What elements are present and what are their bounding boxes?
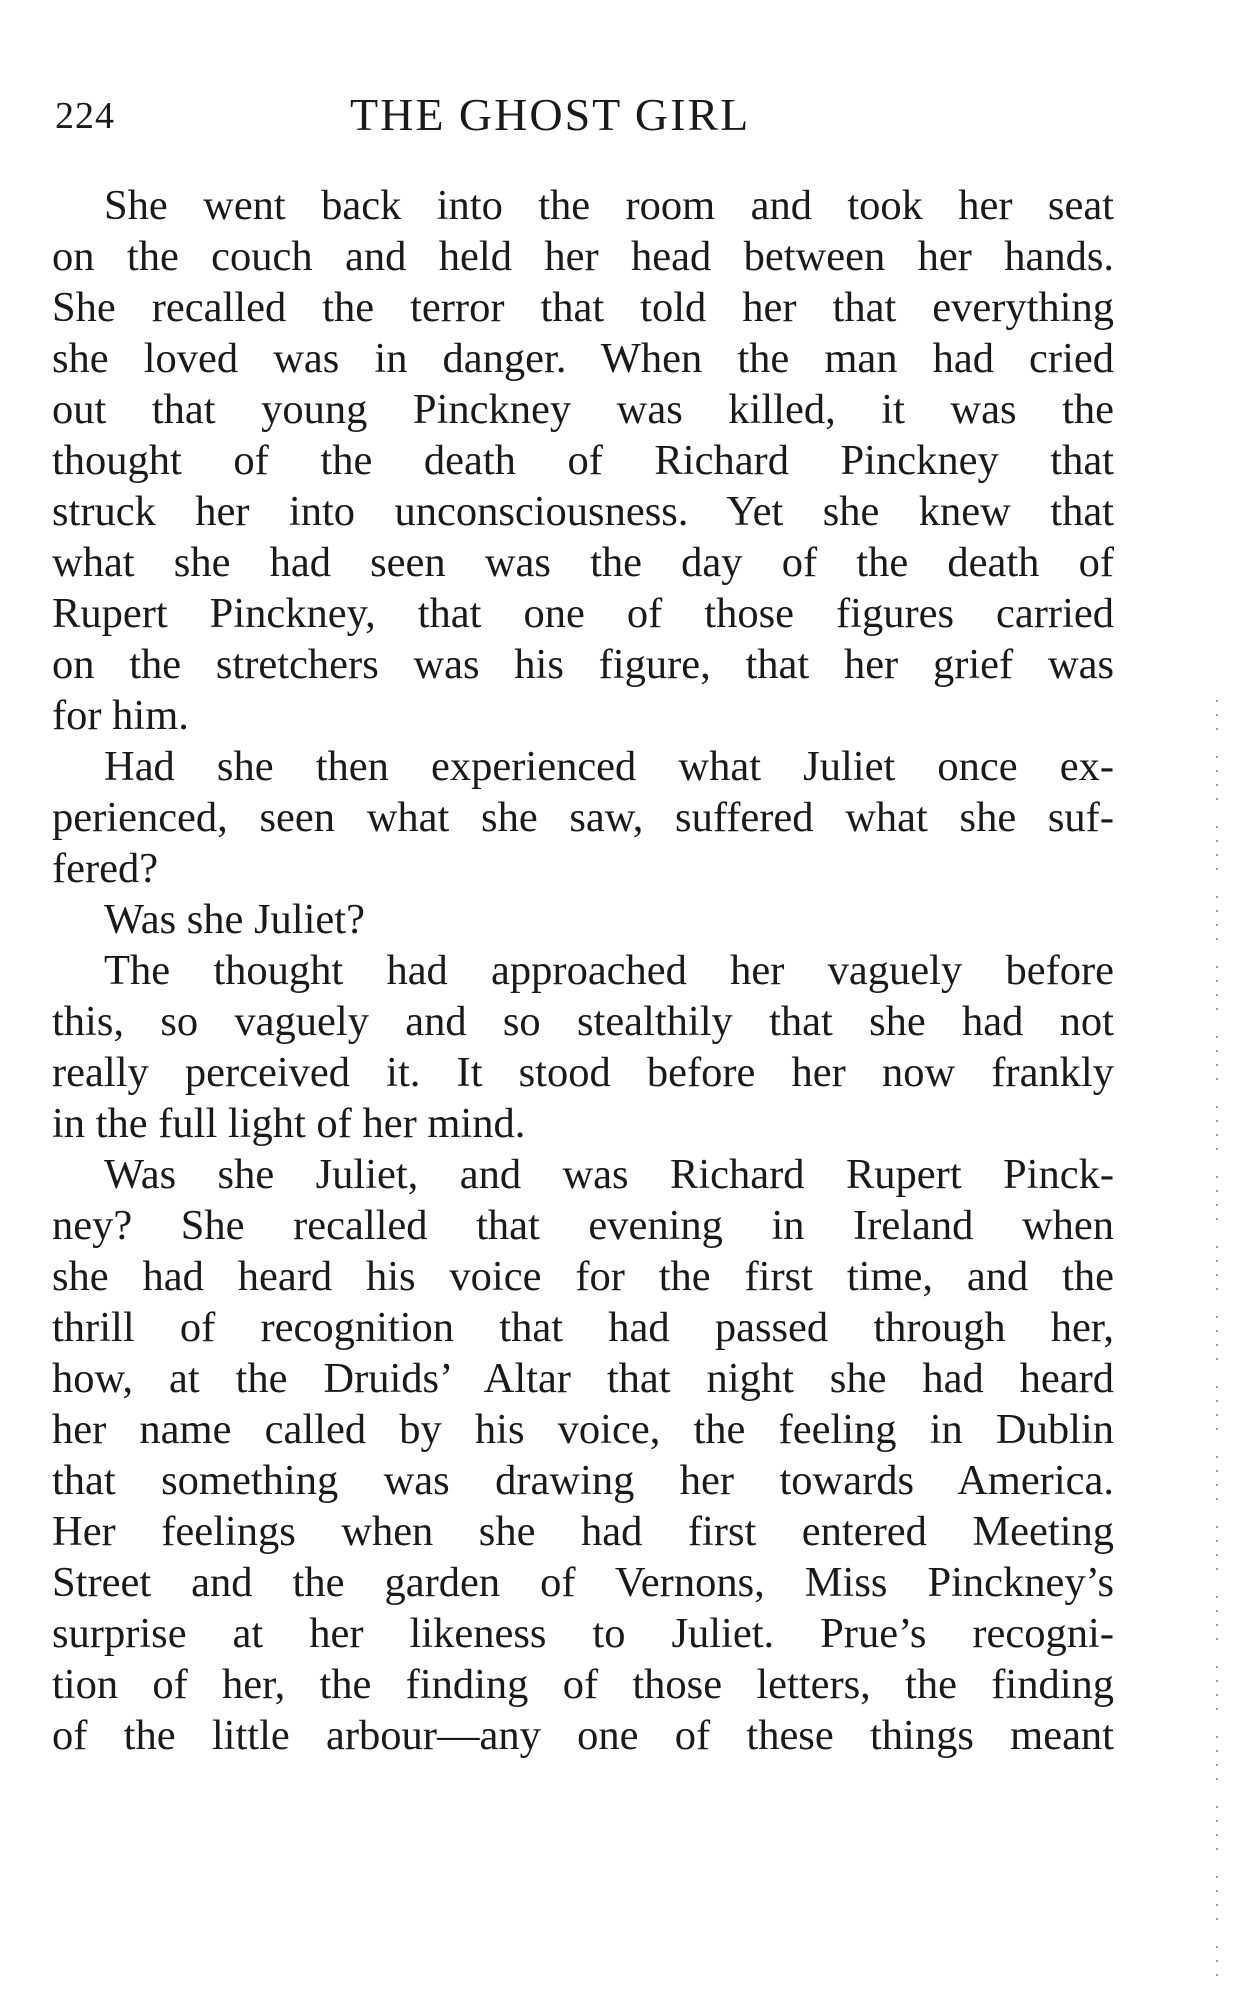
text-line: She went back into the room and took her seat [104, 182, 1114, 229]
margin-dot [1216, 1008, 1218, 1010]
margin-dot [1216, 1120, 1218, 1122]
text-line: surprise at her likeness to Juliet. Prue’s recogni- [52, 1610, 1114, 1657]
text-line: she loved was in danger. When the man had cried [52, 335, 1114, 382]
margin-dot [1216, 770, 1218, 772]
text-line: for him. [52, 692, 189, 739]
text-line: on the couch and held her head between her hands. [52, 233, 1114, 280]
margin-dot [1216, 1134, 1218, 1136]
running-title: THE GHOST GIRL [350, 89, 751, 140]
margin-dot [1216, 1526, 1218, 1528]
margin-dot [1216, 1190, 1218, 1192]
margin-dot [1216, 1918, 1218, 1920]
margin-dot [1216, 1330, 1218, 1332]
text-line: struck her into unconsciousness. Yet she knew that [52, 488, 1114, 535]
page-number: 224 [55, 95, 115, 137]
text-line: really perceived it. It stood before her now frankly [52, 1049, 1114, 1096]
margin-dot [1216, 1596, 1218, 1598]
margin-dot [1216, 924, 1218, 926]
text-line: thrill of recognition that had passed through her, [52, 1304, 1114, 1351]
margin-dot [1216, 854, 1218, 856]
margin-dot [1216, 1176, 1218, 1178]
margin-dot [1216, 1484, 1218, 1486]
text-line: on the stretchers was his figure, that her grief was [52, 641, 1114, 688]
margin-dot [1216, 1624, 1218, 1626]
margin-dot [1216, 1498, 1218, 1500]
margin-dot [1216, 1316, 1218, 1318]
margin-dot [1216, 910, 1218, 912]
text-line: Had she then experienced what Juliet once ex- [104, 743, 1114, 790]
margin-dot [1216, 1288, 1218, 1290]
margin-dot [1216, 1344, 1218, 1346]
margin-dot [1216, 1428, 1218, 1430]
text-line: She recalled the terror that told her that everything [52, 284, 1114, 331]
text-line: that something was drawing her towards America. [52, 1457, 1114, 1504]
margin-dot [1216, 1260, 1218, 1262]
margin-dot [1216, 1834, 1218, 1836]
margin-dot [1216, 1106, 1218, 1108]
margin-dot [1216, 1638, 1218, 1640]
margin-dot [1216, 1554, 1218, 1556]
margin-dot [1216, 784, 1218, 786]
margin-dot [1216, 700, 1218, 702]
text-line: ney? She recalled that evening in Ireland when [52, 1202, 1114, 1249]
margin-dot [1216, 1456, 1218, 1458]
margin-dot [1216, 1946, 1218, 1948]
margin-dot [1216, 966, 1218, 968]
margin-dot [1216, 1064, 1218, 1066]
margin-dot [1216, 1848, 1218, 1850]
text-line: The thought had approached her vaguely before [104, 947, 1114, 994]
text-line: Street and the garden of Vernons, Miss Pinckney’s [52, 1559, 1114, 1606]
margin-dot [1216, 1610, 1218, 1612]
margin-dot [1216, 728, 1218, 730]
margin-dot [1216, 714, 1218, 716]
margin-dot [1216, 896, 1218, 898]
text-line: how, at the Druids’ Altar that night she had heard [52, 1355, 1114, 1402]
margin-dot [1216, 1736, 1218, 1738]
margin-dot [1216, 1694, 1218, 1696]
text-line: Was she Juliet? [104, 896, 365, 943]
margin-dot [1216, 1806, 1218, 1808]
margin-dot [1216, 1274, 1218, 1276]
text-line: Was she Juliet, and was Richard Rupert Pinck- [104, 1151, 1114, 1198]
margin-dot [1216, 1960, 1218, 1962]
margin-dot [1216, 1358, 1218, 1360]
margin-dot [1216, 1386, 1218, 1388]
margin-dot [1216, 1414, 1218, 1416]
margin-dot [1216, 1540, 1218, 1542]
margin-dot [1216, 840, 1218, 842]
margin-dot [1216, 1666, 1218, 1668]
text-line: what she had seen was the day of the death of [52, 539, 1114, 586]
margin-dot [1216, 798, 1218, 800]
margin-dot [1216, 1204, 1218, 1206]
margin-dot [1216, 826, 1218, 828]
text-line: tion of her, the finding of those letters, the finding [52, 1661, 1114, 1708]
margin-dot [1216, 1750, 1218, 1752]
text-line: fered? [52, 845, 159, 892]
text-line: her name called by his voice, the feeling in Dublin [52, 1406, 1114, 1453]
margin-dot [1216, 1890, 1218, 1892]
margin-dot [1216, 994, 1218, 996]
text-line: this, so vaguely and so stealthily that she had not [52, 998, 1114, 1045]
body-text [52, 180, 1114, 1761]
text-line: of the little arbour—any one of these things meant [52, 1712, 1114, 1759]
margin-dot [1216, 1568, 1218, 1570]
margin-dot [1216, 1820, 1218, 1822]
margin-dot [1216, 1708, 1218, 1710]
margin-dot [1216, 1218, 1218, 1220]
margin-dot [1216, 1400, 1218, 1402]
margin-dot [1216, 1680, 1218, 1682]
margin-bleed-marks [1216, 700, 1220, 2000]
margin-dot [1216, 1778, 1218, 1780]
text-line: Rupert Pinckney, that one of those figures carried [52, 590, 1114, 637]
margin-dot [1216, 1036, 1218, 1038]
margin-dot [1216, 1764, 1218, 1766]
margin-dot [1216, 1246, 1218, 1248]
margin-dot [1216, 756, 1218, 758]
text-line: thought of the death of Richard Pinckney that [52, 437, 1114, 484]
margin-dot [1216, 1904, 1218, 1906]
text-line: perienced, seen what she saw, suffered what she suf- [52, 794, 1114, 841]
page-header [55, 88, 1115, 148]
text-line: out that young Pinckney was killed, it was the [52, 386, 1114, 433]
text-line: in the full light of her mind. [52, 1100, 526, 1147]
text-line: she had heard his voice for the first time, and the [52, 1253, 1114, 1300]
margin-dot [1216, 938, 1218, 940]
text-line: Her feelings when she had first entered Meeting [52, 1508, 1114, 1555]
margin-dot [1216, 980, 1218, 982]
margin-dot [1216, 1078, 1218, 1080]
margin-dot [1216, 1050, 1218, 1052]
margin-dot [1216, 1148, 1218, 1150]
margin-dot [1216, 1470, 1218, 1472]
margin-dot [1216, 1974, 1218, 1976]
margin-dot [1216, 1876, 1218, 1878]
margin-dot [1216, 868, 1218, 870]
